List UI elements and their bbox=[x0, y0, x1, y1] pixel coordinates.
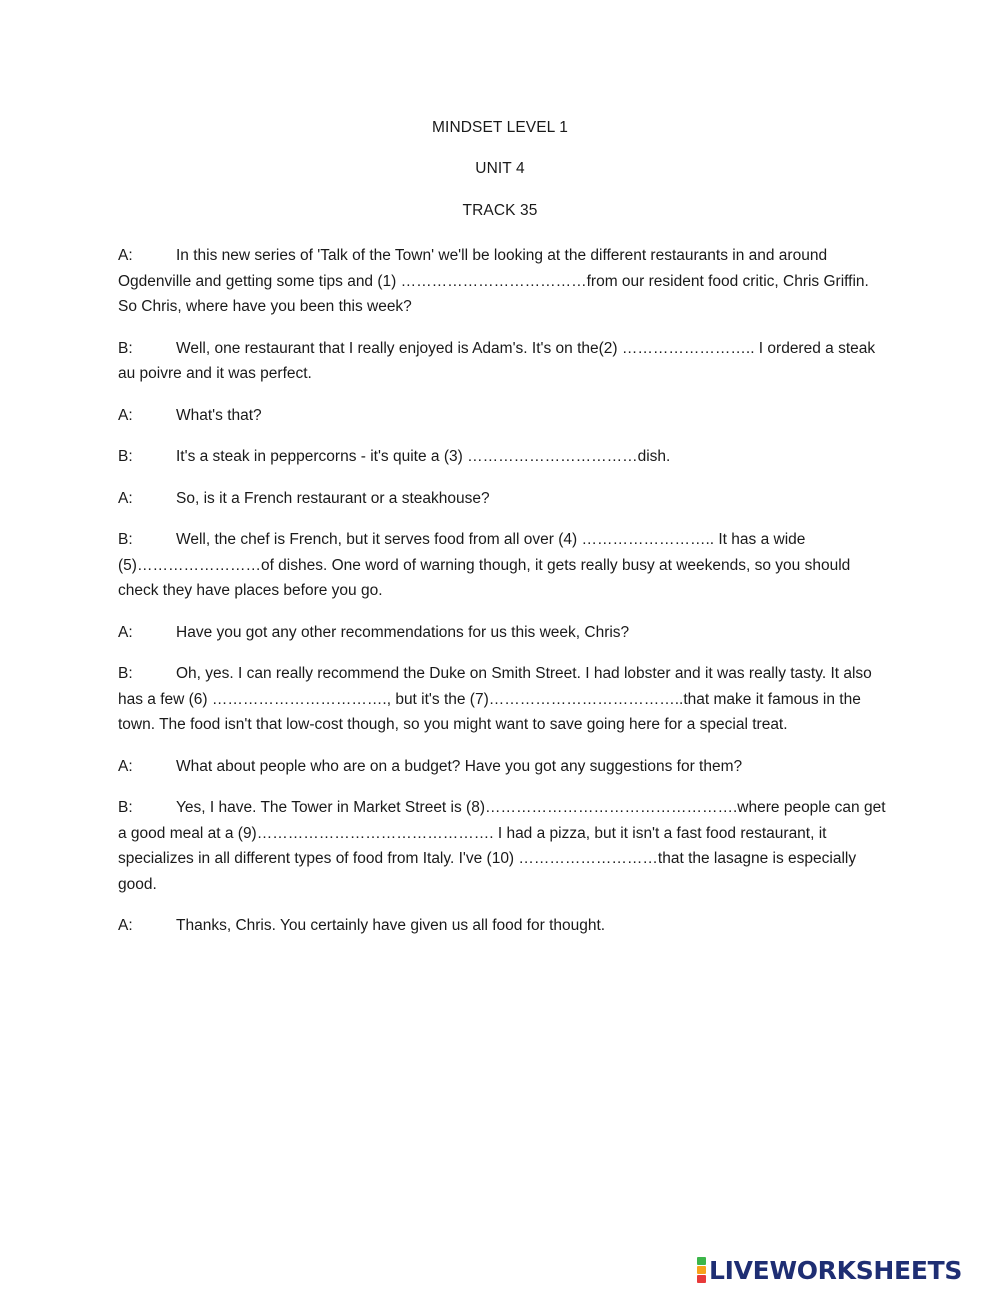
speaker-label: A: bbox=[118, 623, 133, 641]
dialogue-turn bbox=[118, 620, 888, 646]
dialogue-turn bbox=[118, 754, 888, 780]
dialogue-turn bbox=[118, 336, 888, 387]
logo-text: LIVEWORKSHEETS bbox=[709, 1255, 963, 1285]
turn-text: Yes, I have. The Tower in Market Street is (8)………………………………………….where people can get a good meal at a (9)………………………………………. I had a pizza, but it isn't a fast food restaurant, it specializes in all different types of food from Italy. I've (10) ………………………that the lasagne is especially good. bbox=[118, 799, 886, 893]
dialogue-turn bbox=[118, 913, 888, 939]
dialogue-turn bbox=[118, 661, 888, 738]
speaker-label: B: bbox=[118, 339, 133, 357]
dialogue-turn bbox=[118, 486, 888, 512]
dialogue-turn bbox=[118, 243, 888, 320]
dialogue-turn bbox=[118, 527, 888, 604]
turn-text: Well, one restaurant that I really enjoyed is Adam's. It's on the(2) …………………….. I ordered a steak au poivre and it was perfect. bbox=[118, 339, 876, 382]
logo-mark-icon bbox=[697, 1257, 706, 1283]
turn-text: What's that? bbox=[176, 406, 262, 424]
speaker-label: A: bbox=[118, 247, 133, 264]
turn-text: So, is it a French restaurant or a steakhouse? bbox=[176, 489, 490, 507]
speaker-label: B: bbox=[118, 448, 133, 465]
dialogue-turn bbox=[118, 444, 888, 470]
speaker-label: A: bbox=[118, 489, 133, 507]
speaker-label: B: bbox=[118, 531, 133, 548]
logo-block bbox=[697, 1257, 706, 1265]
level-title: MINDSET LEVEL 1 bbox=[432, 119, 568, 136]
speaker-label: B: bbox=[118, 665, 133, 682]
speaker-label: A: bbox=[118, 406, 133, 424]
track-title: TRACK 35 bbox=[462, 202, 538, 219]
turn-text: It's a steak in peppercorns - it's quite a (3) ……………………………dish. bbox=[176, 448, 671, 465]
turn-text: In this new series of 'Talk of the Town' we'll be looking at the different restaurants in and around Ogdenville and getting some tips and (1) ………………………………from our resident food critic, Chris Griffin. So Chris, where have you been this week? bbox=[118, 247, 869, 315]
turn-text: What about people who are on a budget? Have you got any suggestions for them? bbox=[176, 757, 743, 775]
turn-text: Oh, yes. I can really recommend the Duke on Smith Street. I had lobster and it was really tasty. It also has a few (6) ……………………………., but it's the (7)………………………………..that make it famous in the town. The food isn't that low-cost though, so you might want to save going here for a special treat. bbox=[118, 665, 872, 733]
speaker-label: B: bbox=[118, 799, 133, 816]
speaker-label: A: bbox=[118, 757, 133, 775]
logo-block bbox=[697, 1266, 706, 1274]
unit-title: UNIT 4 bbox=[475, 160, 525, 177]
speaker-label: A: bbox=[118, 917, 133, 934]
logo-block bbox=[697, 1275, 706, 1283]
liveworksheets-logo bbox=[697, 1254, 962, 1286]
turn-text: Thanks, Chris. You certainly have given us all food for thought. bbox=[176, 917, 606, 934]
turn-text: Have you got any other recommendations for us this week, Chris? bbox=[176, 623, 630, 641]
dialogue-transcript bbox=[118, 243, 888, 955]
dialogue-turn bbox=[118, 795, 888, 897]
turn-text: Well, the chef is French, but it serves food from all over (4) …………………….. It has a wide (5)……………………of dishes. One word of warning though, it gets really busy at weekends, so you should check they have places before you go. bbox=[118, 531, 851, 599]
dialogue-turn bbox=[118, 403, 888, 429]
